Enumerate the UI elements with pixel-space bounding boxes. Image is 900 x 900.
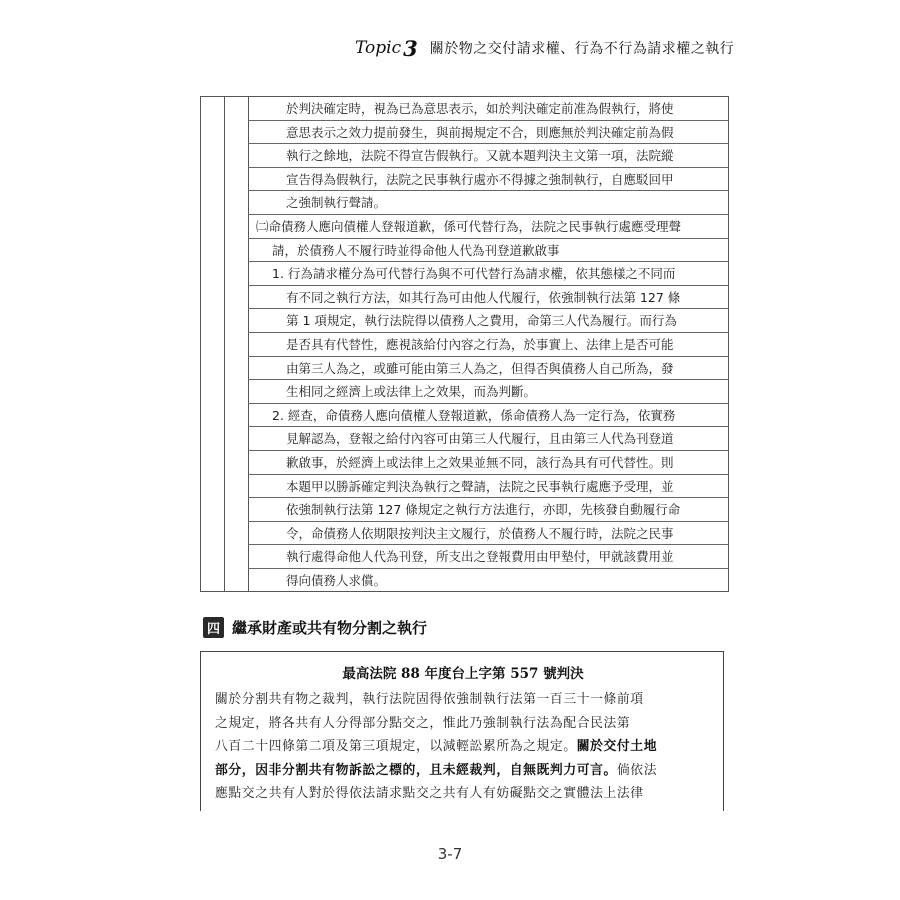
running-header [355,34,880,62]
judgment-text-line [215,735,711,759]
table-row: 請，於債務人不履行時並得命他人代為刊登道歉啟事 [248,239,728,263]
topic-label: Topic [355,38,402,58]
table-row: 依強制執行法第 127 條規定之執行方法進行，亦即，先核發自動履行命 [248,498,728,522]
table-row: 於判決確定時，視為已為意思表示，如於判決確定前准為假執行，將使 [248,97,728,121]
answer-table [200,96,729,592]
table-row: 1. 行為請求權分為可代替行為與不可代替行為請求權，依其態樣之不同而 [248,262,728,286]
judgment-text: 倘依法 [616,762,658,778]
section-number-badge: 四 [203,617,224,638]
table-row: ㈡命債務人應向債權人登報道歉，係可代替行為，法院之民事執行處應受理聲 [248,215,728,239]
judgment-excerpt-box [200,651,724,811]
topic-number: 3 [403,35,418,61]
table-row: 生相同之經濟上或法律上之效果，而為判斷。 [248,380,728,404]
judgment-text-line [215,759,711,783]
table-column-divider [224,97,225,591]
table-row: 第 1 項規定，執行法院得以債務人之費用，命第三人代為履行。而行為 [248,309,728,333]
table-row: 見解認為，登報之給付內容可由第三人代履行，且由第三人代為刊登道 [248,427,728,451]
chapter-title: 關於物之交付請求權、行為不行為請求權之執行 [429,41,735,57]
table-row: 意思表示之效力提前發生，與前揭規定不合，則應無於判決確定前為假 [248,121,728,145]
judgment-text-line: 之規定，將各共有人分得部分點交之，惟此乃強制執行法為配合民法第 [215,715,631,731]
section-title: 繼承財產或共有物分割之執行 [232,618,428,637]
table-row: 得向債務人求償。 [286,572,387,588]
section-heading [203,616,427,638]
table-row: 宣告得為假執行，法院之民事執行處亦不得據之強制執行，自應駁回甲 [248,168,728,192]
judgment-text: 八百二十四條第二項及第三項規定，以減輕訟累所為之規定。 [215,739,577,754]
judgment-text-line: 應點交之共有人對於得依法請求點交之共有人有妨礙點交之實體法上法律 [215,786,644,801]
table-row: 執行之餘地，法院不得宣告假執行。又就本題判決主文第一項，法院縱 [248,144,728,168]
table-row: 本題甲以勝訴確定判決為執行之聲請，法院之民事執行處應予受理，並 [248,475,728,499]
table-row: 歉啟事，於經濟上或法律上之效果並無不同，該行為具有可代替性。則 [248,451,728,475]
page-number: 3-7 [437,845,463,863]
judgment-text-line: 關於分割共有物之裁判，執行法院固得依強制執行法第一百三十一條前項 [215,692,644,707]
table-row: 令，命債務人依期限按判決主文履行，於債務人不履行時，法院之民事 [248,522,728,546]
judgment-title: 最高法院 88 年度台上字第 557 號判決 [342,666,584,682]
judgment-emphasis: 關於交付土地 [576,739,658,754]
table-row: 是否具有代替性，應視該給付內容之行為，於事實上、法律上是否可能 [248,333,728,357]
judgment-emphasis: 部分，因非分割共有物訴訟之標的，且未經裁判，自無既判力可言。 [215,762,617,778]
table-row: 之強制執行聲請。 [248,191,728,215]
table-row: 有不同之執行方法，如其行為可由他人代履行，依強制執行法第 127 條 [248,286,728,310]
table-row: 執行處得命他人代為刊登，所支出之登報費用由甲墊付，甲就該費用並 [248,545,728,569]
table-row: 由第三人為之，或雖可能由第三人為之，但得否與債務人自己所為，發 [248,357,728,381]
table-row: 2. 經查，命債務人應向債權人登報道歉，係命債務人為一定行為，依實務 [248,404,728,428]
table-rows [248,97,728,592]
